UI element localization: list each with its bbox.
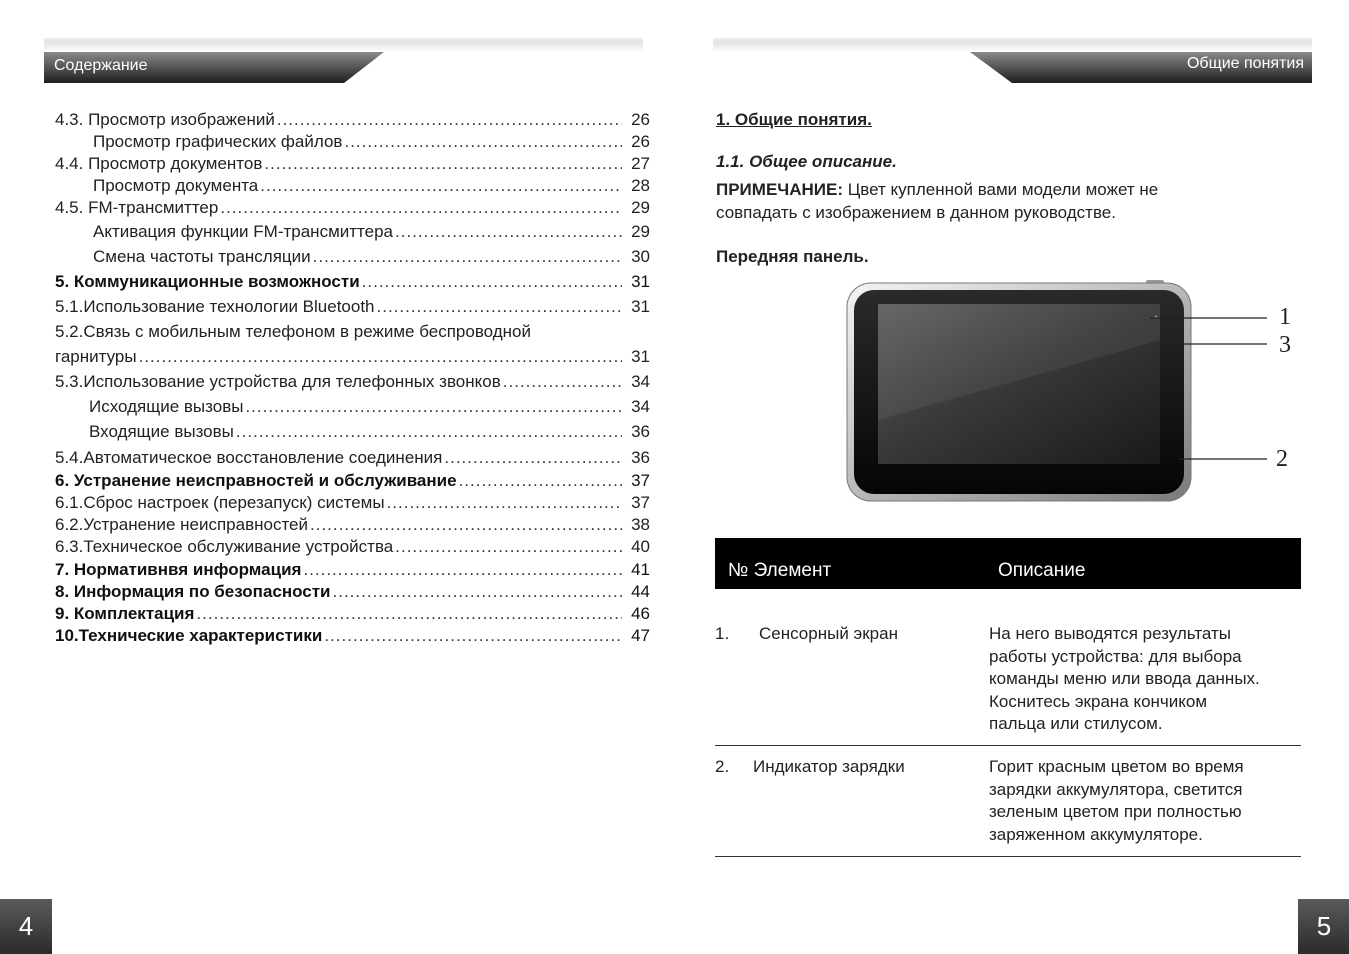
toc-entry-title: 5.2.Связь с мобильным телефоном в режиме беспроводной — [55, 322, 531, 341]
toc-dot-leader — [344, 131, 622, 153]
toc-dot-leader — [245, 396, 622, 418]
toc-entry — [93, 175, 650, 197]
toc-entry — [55, 514, 650, 536]
toc-page-number: 38 — [631, 515, 650, 534]
toc-dot-leader — [310, 514, 622, 536]
toc-page-number: 27 — [631, 154, 650, 173]
row2-description-line: Горит красным цветом во время — [989, 757, 1244, 776]
row2-description-line: зарядки аккумулятора, светится — [989, 779, 1243, 799]
row2-description — [989, 756, 1244, 846]
toc-entry — [55, 321, 650, 343]
table-row-divider — [715, 745, 1301, 746]
toc-entry — [55, 109, 650, 131]
toc-entry-title: гарнитуры — [55, 347, 137, 366]
row2-description-line: зеленым цветом при полностью — [989, 802, 1242, 821]
toc-entry-title: 8. Информация по безопасности — [55, 582, 331, 601]
toc-entry-title: 4.4. Просмотр документов — [55, 154, 263, 173]
toc-dot-leader — [395, 536, 622, 558]
row2-element: Индикатор зарядки — [753, 757, 905, 776]
toc-page-number: 36 — [631, 422, 650, 441]
row1-element: Сенсорный экран — [759, 624, 898, 643]
toc-page-number: 30 — [631, 247, 650, 266]
toc-entry — [89, 396, 650, 418]
toc-dot-leader — [387, 492, 622, 514]
toc-entry-title: 6. Устранение неисправностей и обслуживание — [55, 471, 457, 490]
toc-page-number: 41 — [631, 560, 650, 579]
row1-description-line: команды меню или ввода данных. — [989, 669, 1260, 688]
toc-entry-title: 6.3.Техническое обслуживание устройства — [55, 537, 394, 556]
toc-dot-leader — [277, 109, 622, 131]
toc-entry — [55, 559, 650, 581]
device-front-panel-illustration — [846, 280, 1196, 505]
toc-entry — [55, 197, 650, 219]
toc-entry-title: 9. Комплектация — [55, 604, 195, 623]
row1-description-line: На него выводятся результаты — [989, 624, 1232, 643]
callout-2: 2 — [1276, 446, 1288, 472]
toc-dot-leader — [377, 296, 622, 318]
toc-entry-title: 10.Технические характеристики — [55, 626, 323, 645]
toc-page-number: 29 — [631, 198, 650, 217]
toc-page-number: 26 — [631, 132, 650, 151]
section-title: 1. Общие понятия. — [716, 110, 872, 129]
row1-description-line: Коснитесь экрана кончиком — [989, 691, 1208, 711]
toc-entry-title: 4.5. FM-трансмиттер — [55, 198, 219, 217]
callout-lines — [1150, 300, 1280, 470]
toc-entry-title: 6.1.Сброс настроек (перезапуск) системы — [55, 493, 385, 512]
toc-page-number: 31 — [631, 272, 650, 291]
toc-entry-title: Смена частоты трансляции — [93, 247, 311, 266]
toc-entry-title: Активация функции FM-трансмиттера — [93, 222, 393, 241]
toc-entry-title: Просмотр графических файлов — [93, 132, 343, 151]
toc-entry-title: Исходящие вызовы — [89, 397, 244, 416]
toc-page-number: 37 — [631, 471, 650, 490]
toc-page-number: 34 — [631, 397, 650, 416]
toc-dot-leader — [260, 175, 622, 197]
toc-dot-leader — [444, 447, 622, 469]
toc-dot-leader — [236, 421, 622, 443]
callout-1: 1 — [1279, 304, 1291, 330]
toc-entry — [55, 296, 650, 318]
toc-entry-title: Входящие вызовы — [89, 422, 234, 441]
toc-dot-leader — [324, 625, 622, 647]
page-number-right: 5 — [1298, 899, 1349, 954]
toc-dot-leader — [264, 153, 622, 175]
row1-description-line: работы устройства: для выбора — [989, 646, 1242, 666]
table-header — [715, 538, 1301, 589]
toc-entry-title: 6.2.Устранение неисправностей — [55, 515, 308, 534]
toc-page-number: 40 — [631, 537, 650, 556]
toc-entry-title: 5.3.Использование устройства для телефонных звонков — [55, 372, 501, 391]
toc-entry-title: 7. Нормативнвя информация — [55, 560, 302, 579]
toc-page-number: 29 — [631, 222, 650, 241]
toc-page-number: 46 — [631, 604, 650, 623]
note-label: ПРИМЕЧАНИЕ: — [716, 180, 843, 199]
toc-entry — [55, 447, 650, 469]
toc-page-number: 28 — [631, 176, 650, 195]
toc-dot-leader — [139, 346, 622, 368]
toc-entry-title: Просмотр документа — [93, 176, 259, 195]
left-page — [0, 0, 674, 954]
toc-page-number: 31 — [631, 297, 650, 316]
toc-entry — [89, 421, 650, 443]
toc-entry — [55, 536, 650, 558]
toc-dot-leader — [196, 603, 622, 625]
toc-entry-title: 5.1.Использование технологии Bluetooth — [55, 297, 375, 316]
toc-entry — [55, 492, 650, 514]
toc-entry-title: 4.3. Просмотр изображений — [55, 110, 275, 129]
toc-entry-title: 5.4.Автоматическое восстановление соединения — [55, 448, 443, 467]
toc-dot-leader — [303, 559, 622, 581]
note-line-2: совпадать с изображением в данном руководстве. — [716, 203, 1116, 222]
header-title-left: Содержание — [54, 57, 148, 74]
header-banner-left — [44, 38, 644, 84]
row1-num: 1. — [715, 624, 730, 643]
table-header-num-element: № Элемент — [728, 560, 832, 581]
toc-entry — [93, 131, 650, 153]
toc-entry — [55, 625, 650, 647]
toc-dot-leader — [362, 271, 622, 293]
toc-dot-leader — [459, 470, 622, 492]
toc-page-number: 31 — [631, 347, 650, 366]
toc-entry — [55, 346, 650, 368]
toc-entry — [55, 470, 650, 492]
toc-entry — [93, 246, 650, 268]
header-title-right: Общие понятия — [1186, 55, 1304, 72]
toc-page-number: 36 — [631, 448, 650, 467]
toc-entry — [55, 581, 650, 603]
table-header-description: Описание — [998, 560, 1086, 581]
toc-entry — [55, 271, 650, 293]
subsection-title: 1.1. Общее описание. — [716, 152, 897, 171]
note-line-1 — [716, 179, 1158, 201]
toc-dot-leader — [220, 197, 622, 219]
page-number-left: 4 — [0, 899, 52, 954]
toc-page-number: 47 — [631, 626, 650, 645]
toc-dot-leader — [503, 371, 622, 393]
toc-entry — [55, 371, 650, 393]
toc-page-number: 34 — [631, 372, 650, 391]
toc-entry — [55, 603, 650, 625]
toc-page-number: 44 — [631, 582, 650, 601]
toc-entry — [93, 221, 650, 243]
toc-dot-leader — [333, 581, 622, 603]
toc-dot-leader — [313, 246, 622, 268]
row2-num: 2. — [715, 757, 730, 776]
table-bottom-rule — [715, 856, 1301, 857]
front-panel-title: Передняя панель. — [716, 247, 869, 266]
toc-page-number: 26 — [631, 110, 650, 129]
row2-description-line: заряженном аккумуляторе. — [989, 824, 1203, 844]
row1-description — [989, 623, 1260, 736]
toc-entry-title: 5. Коммуникационные возможности — [55, 272, 360, 291]
header-banner-right — [712, 38, 1312, 84]
note-text-1: Цвет купленной вами модели может не — [843, 180, 1159, 199]
row1-description-line: пальца или стилусом. — [989, 714, 1163, 733]
toc-page-number: 37 — [631, 493, 650, 512]
callout-3: 3 — [1279, 332, 1291, 358]
toc-dot-leader — [395, 221, 622, 243]
toc-entry — [55, 153, 650, 175]
